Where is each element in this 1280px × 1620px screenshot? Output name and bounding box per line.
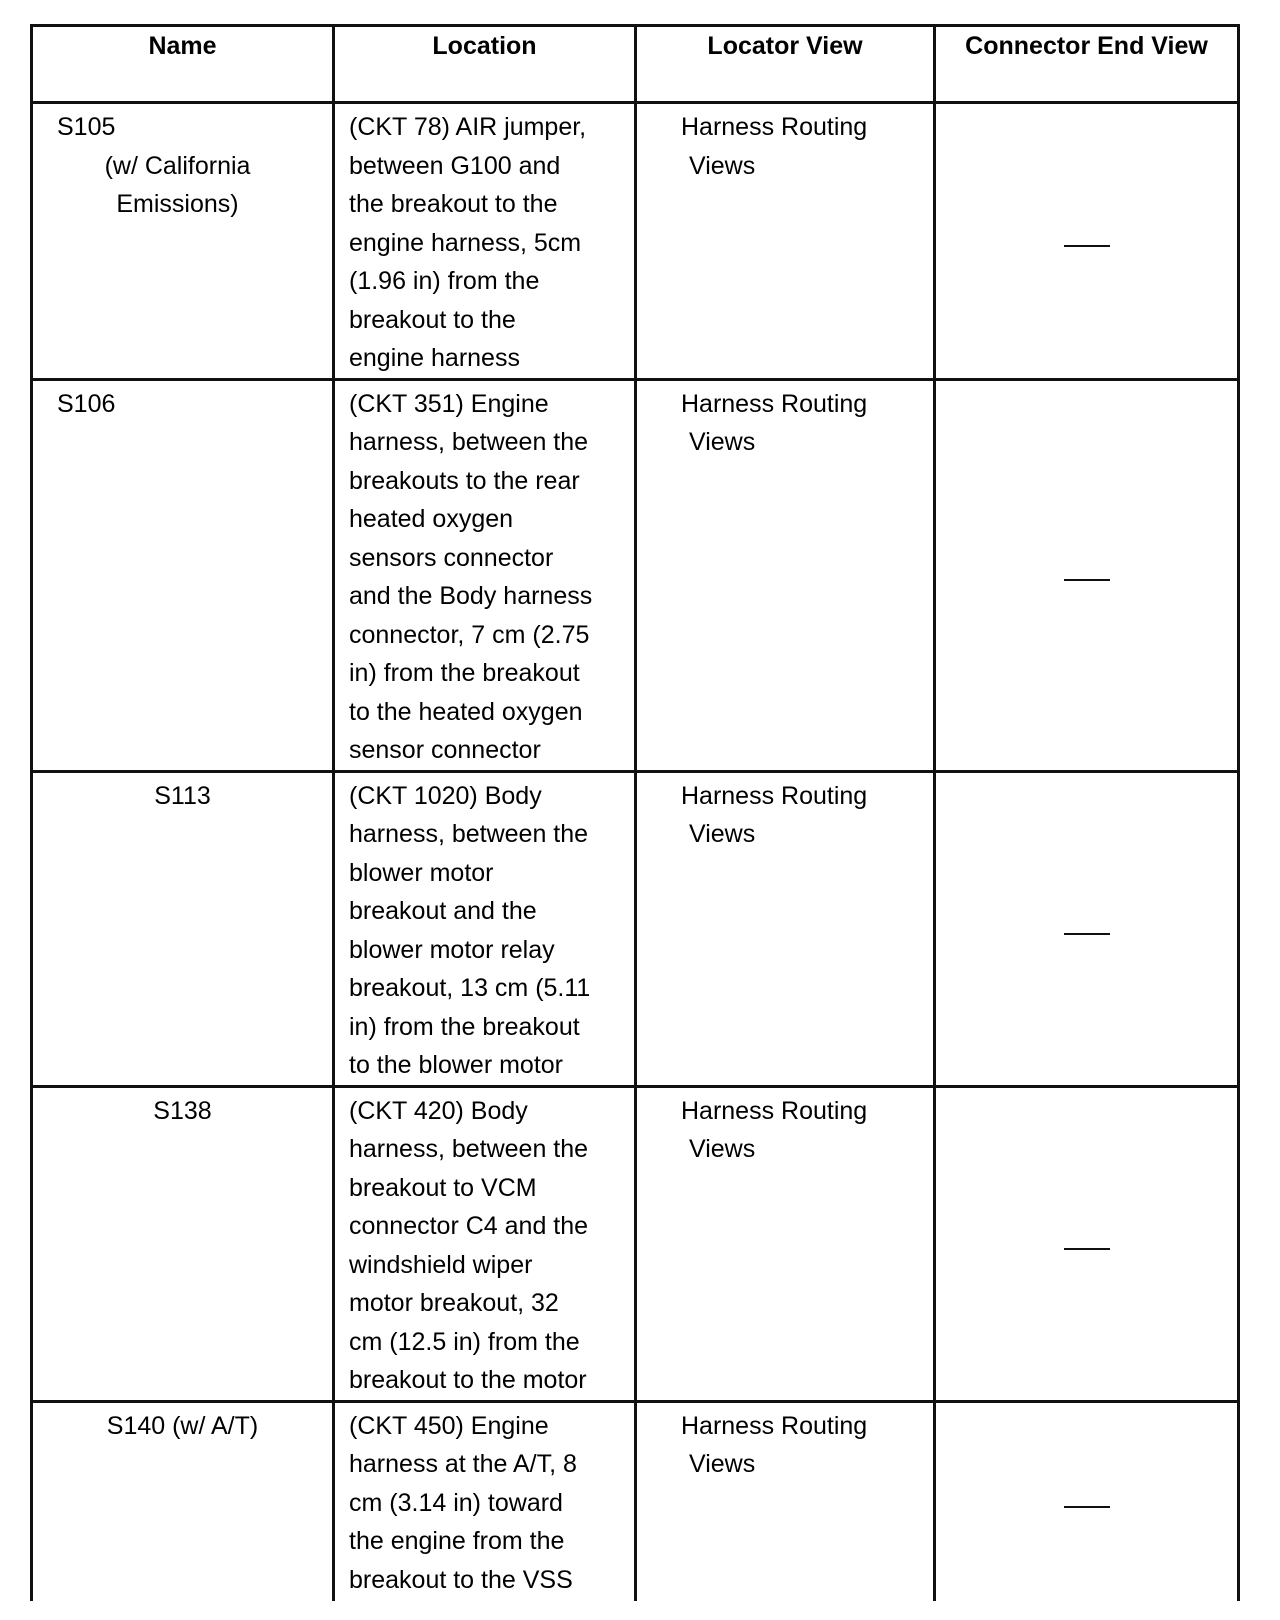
row-name-cell bbox=[32, 103, 334, 380]
header-locator-view: Locator View bbox=[636, 26, 935, 103]
row-connector-end-view-cell bbox=[935, 1086, 1239, 1401]
location-text-line: cm (3.14 in) toward bbox=[349, 1488, 563, 1517]
location-text-line: blower motor relay bbox=[349, 935, 555, 964]
row-connector-end-view-cell bbox=[935, 1401, 1239, 1601]
location-text-line: in) from the breakout bbox=[349, 659, 580, 687]
location-text-line: heated oxygen bbox=[349, 505, 514, 533]
location-text-line: breakout to VCM bbox=[349, 1173, 537, 1202]
table-header-row bbox=[32, 26, 1239, 103]
row-name-cell bbox=[32, 1086, 334, 1401]
table-row bbox=[32, 1401, 1239, 1601]
splice-name: S138 bbox=[153, 1096, 212, 1125]
header-location: Location bbox=[334, 26, 636, 103]
location-text-line: (1.96 in) from the bbox=[349, 267, 540, 295]
location-text-line: (CKT 1020) Body bbox=[349, 781, 542, 810]
location-text-line: connector C4 and the bbox=[349, 1212, 589, 1240]
location-text-line: and the Body harness bbox=[349, 582, 593, 610]
location-text-line: engine harness bbox=[349, 344, 520, 372]
location-text-line: windshield wiper bbox=[349, 1250, 533, 1279]
splice-location-table bbox=[30, 24, 1240, 1601]
row-location-cell bbox=[334, 1086, 636, 1401]
locator-view-text: Views bbox=[689, 1450, 756, 1478]
location-text-line: (CKT 450) Engine bbox=[349, 1411, 549, 1440]
location-text-line: harness, between the bbox=[349, 428, 589, 456]
row-location-cell bbox=[334, 1401, 636, 1601]
locator-view-text: Harness Routing bbox=[681, 1096, 868, 1125]
row-name-cell bbox=[32, 771, 334, 1086]
splice-name-note: Emissions) bbox=[116, 190, 239, 218]
row-name-cell bbox=[32, 1401, 334, 1601]
locator-view-text: Harness Routing bbox=[681, 389, 868, 418]
location-text-line: harness, between the bbox=[349, 820, 589, 848]
header-connector-end-view: Connector End View bbox=[935, 26, 1239, 103]
location-text-line: the engine from the bbox=[349, 1527, 565, 1555]
location-text-line: cm (12.5 in) from the bbox=[349, 1327, 580, 1356]
row-name-cell bbox=[32, 379, 334, 771]
row-locator-view-cell bbox=[636, 1086, 935, 1401]
location-text-line: motor breakout, 32 bbox=[349, 1289, 559, 1317]
row-locator-view-cell bbox=[636, 771, 935, 1086]
table-row bbox=[32, 379, 1239, 771]
row-location-cell bbox=[334, 771, 636, 1086]
location-text-line: between G100 and bbox=[349, 151, 561, 180]
location-text-line: connector, 7 cm (2.75 bbox=[349, 620, 590, 649]
row-locator-view-cell bbox=[636, 103, 935, 380]
row-location-cell bbox=[334, 379, 636, 771]
row-connector-end-view-cell bbox=[935, 103, 1239, 380]
table-row bbox=[32, 103, 1239, 380]
splice-name: S106 bbox=[57, 389, 116, 418]
location-text-line: in) from the breakout bbox=[349, 1012, 580, 1041]
location-text-line: breakout to the motor bbox=[349, 1366, 587, 1394]
splice-name: S140 (w/ A/T) bbox=[106, 1411, 259, 1440]
location-text-line: breakout to the bbox=[349, 305, 516, 334]
location-text-line: the breakout to the bbox=[349, 190, 558, 218]
location-text-line: (CKT 351) Engine bbox=[349, 389, 549, 418]
location-text-line: harness, between the bbox=[349, 1135, 589, 1163]
locator-view-text: Views bbox=[689, 428, 756, 456]
locator-view-text: Harness Routing bbox=[681, 781, 868, 810]
not-applicable-dash bbox=[1064, 579, 1110, 581]
row-connector-end-view-cell bbox=[935, 379, 1239, 771]
row-location-cell bbox=[334, 103, 636, 380]
location-text-line: breakout and the bbox=[349, 897, 537, 925]
splice-name-note: (w/ California bbox=[104, 151, 251, 180]
splice-name: S105 bbox=[57, 113, 116, 141]
location-text-line: to the blower motor bbox=[349, 1051, 563, 1079]
location-text-line: blower motor bbox=[349, 858, 494, 887]
location-text-line: (CKT 420) Body bbox=[349, 1096, 528, 1125]
not-applicable-dash bbox=[1064, 245, 1110, 247]
locator-view-text: Harness Routing bbox=[681, 113, 868, 141]
splice-name: S113 bbox=[154, 781, 211, 810]
location-text-line: sensor connector bbox=[349, 736, 541, 764]
row-connector-end-view-cell bbox=[935, 771, 1239, 1086]
row-locator-view-cell bbox=[636, 1401, 935, 1601]
not-applicable-dash bbox=[1064, 1248, 1110, 1250]
location-text-line: (CKT 78) AIR jumper, bbox=[349, 113, 587, 141]
location-text-line: breakouts to the rear bbox=[349, 466, 580, 495]
location-text-line: sensors connector bbox=[349, 543, 554, 572]
row-locator-view-cell bbox=[636, 379, 935, 771]
location-text-line: engine harness, 5cm bbox=[349, 228, 582, 257]
not-applicable-dash bbox=[1064, 1506, 1110, 1508]
not-applicable-dash bbox=[1064, 933, 1110, 935]
table-row bbox=[32, 1086, 1239, 1401]
locator-view-text: Views bbox=[689, 1135, 756, 1163]
locator-view-text: Views bbox=[689, 151, 756, 180]
header-name: Name bbox=[32, 26, 334, 103]
table-row bbox=[32, 771, 1239, 1086]
location-text-line: harness at the A/T, 8 bbox=[349, 1450, 577, 1478]
location-text-line: to the heated oxygen bbox=[349, 697, 583, 726]
location-text-line: breakout to the VSS bbox=[349, 1565, 573, 1594]
location-text-line: breakout, 13 cm (5.11 bbox=[349, 974, 591, 1002]
locator-view-text: Views bbox=[689, 820, 756, 848]
locator-view-text: Harness Routing bbox=[681, 1411, 868, 1440]
